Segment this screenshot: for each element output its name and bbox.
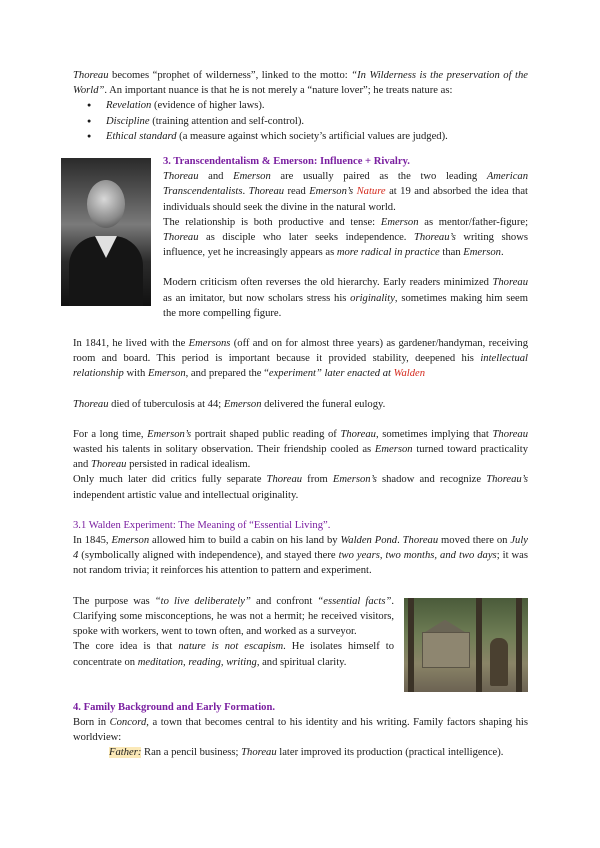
italic-term: Thoreau — [163, 232, 199, 244]
text-run: from — [302, 474, 333, 486]
text-run: ; it was not random trivia; it reinforces his attention to pattern and experiment. — [73, 550, 529, 577]
term: Revelation — [106, 100, 152, 112]
section-3-paragraph-6 — [73, 427, 528, 473]
intro-text: becomes “prophet of wilderness”, linked to the motto: — [108, 70, 352, 81]
italic-term: ” later enacted at — [315, 368, 394, 380]
italic-term: Thoreau — [492, 277, 528, 289]
text-run: The purpose was — [73, 595, 155, 607]
text-run: moved there on — [438, 535, 511, 547]
text-run: In 1841, he lived with the — [73, 338, 189, 350]
text-run: Only much later did critics fully separate — [73, 474, 267, 486]
term-desc: (evidence of higher laws). — [151, 100, 265, 112]
text-run: delivered the funeral eulogy. — [261, 398, 386, 410]
italic-term: “essential facts” — [317, 595, 392, 607]
italic-term: Thoreau — [402, 535, 439, 547]
text-run: as an imitator, but now scholars stress his — [163, 292, 351, 304]
section-3-paragraph-7 — [73, 472, 528, 502]
text-run: . — [500, 247, 504, 259]
term: Ethical standard — [106, 130, 177, 142]
term-desc: (training attention and self-control). — [149, 115, 304, 127]
text-run: . — [397, 535, 403, 547]
section-3-paragraph-4 — [73, 336, 528, 382]
italic-term: Walden Pond — [340, 535, 398, 547]
motto: “In Wilderness is the preservation of the World” — [73, 70, 528, 97]
italic-term: Thoreau’s — [486, 474, 528, 486]
section-3-heading: 3. Transcendentalism & Emerson: Influence + Rivalry. — [163, 156, 410, 168]
text-run: The relationship is both productive and tense: — [163, 216, 381, 228]
text-run: . He isolates himself to concentrate on — [73, 641, 394, 668]
nature-list — [73, 98, 528, 144]
italic-term: Thoreau — [73, 398, 109, 410]
text-run: allowed him to build a cabin on his land by — [149, 535, 341, 547]
italic-term: Emerson’s — [332, 474, 377, 486]
text-run: (symbolically aligned with independence), and stayed there — [78, 550, 339, 562]
text-run: In 1845, — [73, 535, 112, 547]
text-run: wasted his talents in solitary observation. Their friendship cooled as — [73, 444, 375, 456]
italic-term: Thoreau — [163, 171, 199, 183]
italic-term: “to live deliberately” — [154, 595, 251, 607]
italic-term: American Transcendentalists — [163, 171, 528, 198]
section-4-heading: 4. Family Background and Early Formation. — [73, 701, 275, 713]
list-item — [106, 129, 528, 144]
term: Discipline — [106, 115, 150, 127]
italic-term: originality — [350, 292, 395, 304]
italic-term: Emerson’s — [147, 428, 192, 440]
intro-text-2: . An important nuance is that he is not merely a “nature lover”; he treats nature as: — [104, 85, 453, 97]
list-item — [106, 114, 528, 129]
text-run: shadow and recognize — [376, 474, 487, 486]
italic-term: Emersons — [188, 338, 231, 350]
italic-term: Concord — [109, 716, 147, 728]
text-run: , sometimes implying that — [375, 428, 493, 440]
italic-term: Emerson — [147, 368, 186, 380]
italic-term: Thoreau — [90, 459, 127, 471]
text-run: as mentor/father-figure; — [418, 216, 529, 228]
text-run: and — [198, 171, 234, 183]
section-3-1-heading: 3.1 Walden Experiment: The Meaning of “Essential Living”. — [73, 519, 331, 531]
italic-term: Thoreau’s — [414, 232, 456, 244]
italic-term: Thoreau — [340, 428, 376, 440]
father-label: Father: — [109, 747, 142, 759]
text-run: . — [242, 186, 249, 198]
text-run: than — [439, 247, 464, 259]
italic-term: Emerson — [111, 535, 150, 547]
list-item — [106, 98, 528, 113]
name-thoreau: Thoreau — [73, 70, 109, 81]
italic-term: more radical in practice — [336, 247, 440, 259]
text-run: . Clarifying some misconceptions, he was not a hermit; he received visitors, spoke with workers, went to town often, and worked as a surveyor. — [73, 595, 394, 638]
section-4-paragraph-1 — [73, 715, 528, 745]
italic-term: intellectual relationship — [73, 353, 528, 380]
italic-term: Nature — [356, 186, 386, 198]
italic-term: Thoreau — [492, 428, 529, 440]
italic-term: two years, two months, and two days — [338, 550, 497, 562]
text-run: , and prepared the “ — [185, 368, 269, 380]
text-run: Ran a pencil business; — [141, 747, 242, 759]
text-run: died of tuberculosis at 44; — [108, 398, 224, 410]
text-run: turned toward practicality and — [73, 444, 528, 471]
text-run: read — [284, 186, 310, 198]
italic-term: Emerson — [463, 247, 501, 259]
text-run: are usually paired as the two leading — [270, 171, 487, 183]
text-run: The core idea is that — [73, 641, 179, 653]
text-run: For a long time, — [73, 428, 148, 440]
text-run: , and spiritual clarity. — [256, 656, 347, 668]
italic-term: Emerson — [380, 216, 419, 228]
intro-paragraph — [73, 68, 528, 98]
italic-term: July 4 — [73, 535, 528, 562]
term-desc: (a measure against which society’s artificial values are judged). — [176, 130, 448, 142]
text-run: , sometimes making him seem the more compelling figure. — [163, 292, 528, 319]
italic-term: experiment — [268, 368, 316, 380]
text-run: as disciple who later seeks independence. — [198, 232, 415, 244]
walden-cabin-image — [404, 598, 528, 692]
father-line — [73, 745, 528, 760]
italic-term: Emerson — [374, 444, 413, 456]
section-3-paragraph-5 — [73, 397, 528, 412]
text-run: at 19 and absorbed the idea that individuals should seek the divine in the natural world. — [163, 186, 528, 213]
italic-term: Emerson — [233, 171, 271, 183]
text-run: portrait shaped public reading of — [191, 428, 341, 440]
italic-term: Thoreau — [248, 186, 285, 198]
text-run: independent artistic value and intellectual originality. — [73, 489, 299, 501]
text-run: with — [123, 368, 148, 380]
text-run: and confront — [250, 595, 318, 607]
section-3-1-paragraph-1 — [73, 533, 528, 579]
text-run: (off and on for almost three years) as gardener/handyman, receiving room and board. This period is important because it provided stability, deepened his — [73, 338, 528, 365]
text-run: later improved its production (practical intelligence). — [276, 747, 504, 759]
text-run: , a town that becomes central to his identity and his writing. Family factors shaping his worldview: — [73, 716, 528, 744]
text-run: Modern criticism often reverses the old hierarchy. Early readers minimized — [163, 277, 493, 289]
italic-term: Walden — [393, 368, 426, 380]
emerson-portrait-image — [61, 158, 151, 306]
text-run: Born in — [73, 716, 110, 728]
italic-term: Emerson — [223, 398, 262, 410]
text-run: persisted in radical idealism. — [126, 459, 251, 471]
document-page — [73, 68, 528, 761]
italic-term: Thoreau — [241, 747, 277, 759]
italic-term: Thoreau — [266, 474, 303, 486]
text-run: writing shows influence, yet he increasingly appears as — [163, 232, 528, 259]
italic-term: meditation, reading, writing — [137, 656, 257, 668]
italic-term: nature is not escapism — [178, 641, 284, 653]
italic-term: Emerson’s — [309, 186, 357, 198]
